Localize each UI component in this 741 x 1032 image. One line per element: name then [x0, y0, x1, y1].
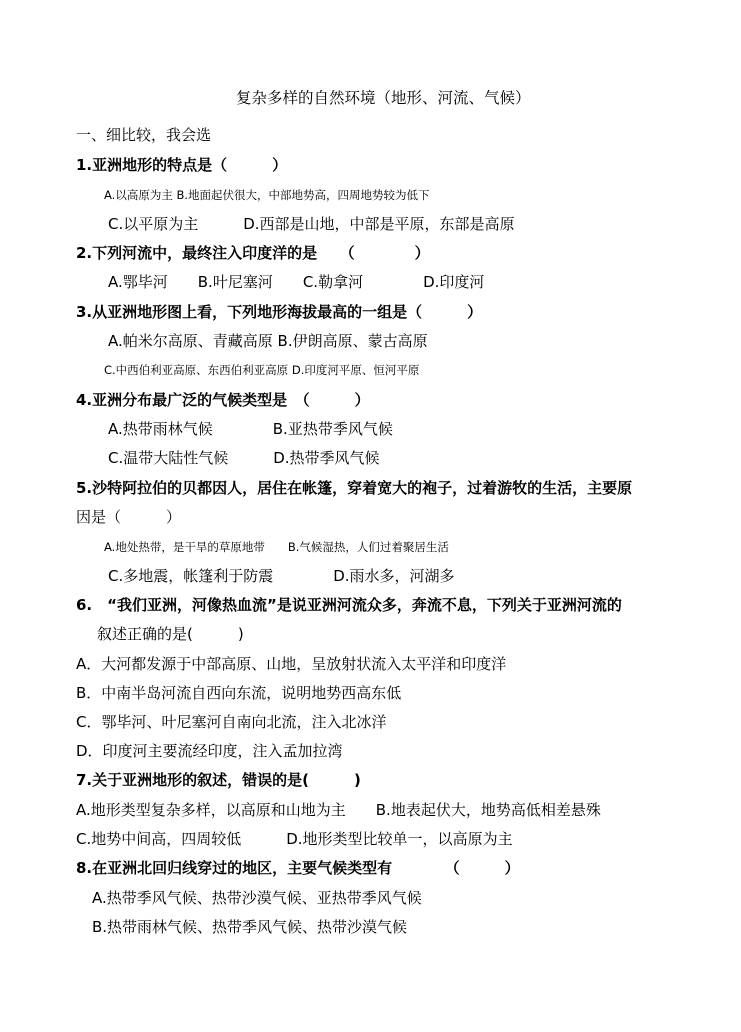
question-7-options-cd: C.地势中间高，四周较低 D.地形类型比较单一，以高原为主	[76, 830, 513, 848]
question-8-option-a: A.热带季风气候、热带沙漠气候、亚热带季风气候	[92, 889, 422, 907]
question-3-options-cd: C.中西伯利亚高原、东西伯利亚高原 D.印度河平原、恒河平原	[104, 363, 420, 377]
question-1-options-cd: C.以平原为主 D.西部是山地，中部是平原，东部是高原	[108, 215, 515, 233]
question-6-line-1: 6. “我们亚洲，河像热血流”是说亚洲河流众多，奔流不息，下列关于亚洲河流的	[76, 596, 622, 614]
question-6-option-c: C．鄂毕河、叶尼塞河自南向北流，注入北冰洋	[76, 713, 387, 731]
question-2-options: A.鄂毕河 B.叶尼塞河 C.勒拿河 D.印度河	[108, 273, 485, 291]
question-5-line-2: 因是（ ）	[76, 508, 182, 526]
question-6-line-2: 叙述正确的是( )	[97, 625, 244, 643]
question-4: 4.亚洲分布最广泛的气候类型是 （ ）	[76, 391, 370, 409]
question-7-options-ab: A.地形类型复杂多样，以高原和山地为主 B.地表起伏大，地势高低相差悬殊	[76, 801, 601, 819]
question-2: 2.下列河流中，最终注入印度洋的是 （ ）	[76, 244, 430, 262]
question-6-option-a: A．大河都发源于中部高原、山地，呈放射状流入太平洋和印度洋	[76, 655, 507, 673]
question-3-options-ab: A.帕米尔高原、青藏高原 B.伊朗高原、蒙古高原	[108, 332, 428, 350]
question-1: 1.亚洲地形的特点是（ ）	[76, 156, 288, 174]
question-5-line-1: 5.沙特阿拉伯的贝都因人，居住在帐篷，穿着宽大的袍子，过着游牧的生活，主要原	[76, 479, 633, 497]
question-8: 8.在亚洲北回归线穿过的地区，主要气候类型有 （ ）	[76, 859, 520, 877]
question-1-options-ab: A.以高原为主 B.地面起伏很大，中部地势高，四周地势较为低下	[104, 188, 430, 202]
question-8-option-b: B.热带雨林气候、热带季风气候、热带沙漠气候	[92, 918, 408, 936]
question-4-options-ab: A.热带雨林气候 B.亚热带季风气候	[108, 420, 393, 438]
question-4-options-cd: C.温带大陆性气候 D.热带季风气候	[108, 449, 380, 467]
question-3: 3.从亚洲地形图上看，下列地形海拔最高的一组是（ ）	[76, 303, 483, 321]
section-heading: 一、细比较，我会选	[76, 126, 212, 144]
question-6-option-d: D．印度河主要流经印度，注入孟加拉湾	[76, 742, 343, 760]
question-6-option-b: B．中南半岛河流自西向东流，说明地势西高东低	[76, 684, 402, 702]
question-7: 7.关于亚洲地形的叙述，错误的是( )	[76, 771, 361, 789]
question-5-options-ab: A.地处热带，是干旱的草原地带 B.气候湿热，人们过着聚居生活	[104, 540, 449, 554]
page-title: 复杂多样的自然环境（地形、河流、气候）	[236, 89, 531, 107]
question-5-options-cd: C.多地震，帐篷利于防震 D.雨水多，河湖多	[108, 567, 455, 585]
